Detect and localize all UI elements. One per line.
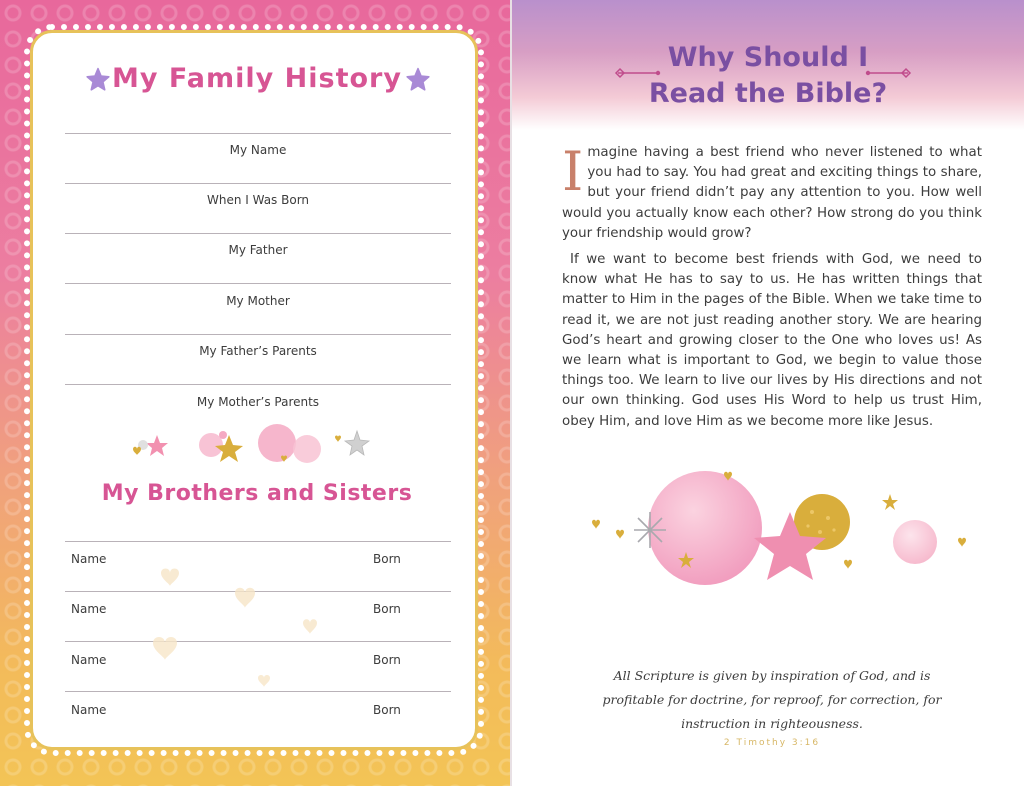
paragraph-1-text: magine having a best friend who never listened to what you had to say. You had great and exciting things to share, but your friend didn’t pay any attention to you. How well would you actually know each other? How strong do you think your friendship would grow? [562,145,982,241]
body-text [562,140,982,432]
sibling-born-label: Born [373,703,401,717]
title-line-2: Read the Bible? [648,78,888,109]
divider [65,133,451,134]
family-history-page [0,0,510,786]
quote-line-1: All Scripture is given by inspiration of God, and is [613,668,931,683]
scripture-reference: 2 Timothy 3:16 [723,738,821,748]
faint-hearts-decoration [153,553,353,693]
decorative-circles-stars [129,423,389,473]
sibling-name-label: Name [71,552,107,566]
my-father-line[interactable] [65,283,451,284]
bible-reading-page [512,0,1024,786]
pink-circles-star-illustration [572,460,972,600]
sibling-born-label: Born [373,602,401,616]
divider [65,541,451,542]
my-name-label: My Name [229,143,287,157]
brothers-sisters-title: My Brothers and Sisters [101,481,413,506]
mothers-parents-label: My Mother’s Parents [196,395,320,409]
quote-line-2: profitable for doctrine, for reproof, for correction, for [602,692,942,707]
sibling-name-label: Name [71,602,107,616]
my-mother-line[interactable] [65,334,451,335]
my-mother-label: My Mother [226,294,290,308]
paragraph-1 [562,140,982,244]
sibling-born-label: Born [373,653,401,667]
scripture-quote [572,664,972,736]
when-i-was-born-line[interactable] [65,233,451,234]
fathers-parents-line[interactable] [65,384,451,385]
my-father-label: My Father [228,243,288,257]
quote-line-3: instruction in righteousness. [681,716,863,731]
title-line-1: Why Should I [667,42,869,73]
sibling-name-label: Name [71,653,107,667]
family-history-card [30,30,478,750]
fathers-parents-label: My Father’s Parents [199,344,317,358]
when-i-was-born-label: When I Was Born [206,193,310,207]
sibling-name-label: Name [71,703,107,717]
sibling-born-label: Born [373,552,401,566]
my-name-line[interactable] [65,183,451,184]
paragraph-2: If we want to become best friends with God, we need to know what He has to say to us. He has written things that matter to Him in the pages of the Bible. When we take time to read it, we are not just reading another story. We are hearing God’s heart and growing closer to the One who loves us! As we learn what is important to God, we begin to value those things too. We learn to live our lives by His directions and not our own thinking. God uses His Word to help us trust Him, obey Him, and love Him as we become more like Jesus. [562,252,982,429]
page-title [512,40,1024,112]
family-history-title: My Family History [112,63,402,94]
drop-cap: I [562,140,584,203]
